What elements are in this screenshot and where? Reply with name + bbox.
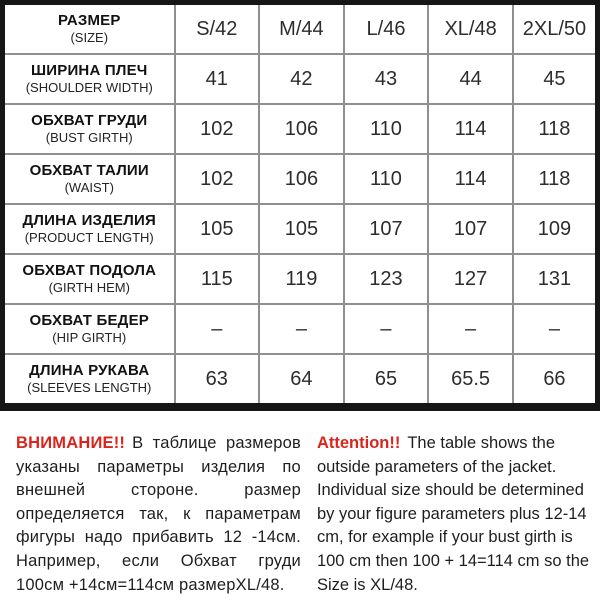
value-cell: 106 bbox=[259, 104, 344, 154]
value-cell: 42 bbox=[259, 54, 344, 104]
row-label-ru: ОБХВАТ ПОДОЛА bbox=[22, 262, 157, 280]
row-label bbox=[3, 154, 175, 204]
value-cell: 127 bbox=[428, 254, 513, 304]
value-cell: – bbox=[259, 304, 344, 354]
size-column-header: S/42 bbox=[175, 3, 260, 55]
value-cell: 119 bbox=[259, 254, 344, 304]
footnotes bbox=[0, 411, 600, 597]
value-cell: 65.5 bbox=[428, 354, 513, 407]
table-row-girth-hem bbox=[3, 254, 598, 304]
value-cell: 66 bbox=[513, 354, 598, 407]
row-label-en: (WAIST) bbox=[64, 180, 114, 196]
value-cell: 102 bbox=[175, 104, 260, 154]
value-cell: 65 bbox=[344, 354, 429, 407]
note-russian bbox=[16, 432, 301, 597]
table-header-row bbox=[3, 3, 598, 55]
value-cell: 102 bbox=[175, 154, 260, 204]
value-cell: 41 bbox=[175, 54, 260, 104]
value-cell: 107 bbox=[428, 204, 513, 254]
value-cell: 109 bbox=[513, 204, 598, 254]
row-label bbox=[3, 204, 175, 254]
table-row-shoulder-width bbox=[3, 54, 598, 104]
size-header-ru: РАЗМЕР bbox=[57, 12, 121, 30]
value-cell: – bbox=[175, 304, 260, 354]
row-label bbox=[3, 54, 175, 104]
row-label bbox=[3, 304, 175, 354]
size-header-en: (SIZE) bbox=[70, 30, 109, 46]
table-row-sleeves-length bbox=[3, 354, 598, 407]
value-cell: – bbox=[344, 304, 429, 354]
value-cell: 118 bbox=[513, 154, 598, 204]
note-english-text: The table shows the outside parameters of the jacket. Individual size should be determined by your figure parameters plus 12-14 cm, for example if your bust girth is 100 cm then 100 + 14=114 cm so the Size is XL/48. bbox=[316, 434, 590, 594]
table-row-bust-girth bbox=[3, 104, 598, 154]
size-column-header: M/44 bbox=[259, 3, 344, 55]
row-label-ru: ДЛИНА РУКАВА bbox=[29, 362, 150, 380]
value-cell: 64 bbox=[259, 354, 344, 407]
row-label-en: (SHOULDER WIDTH) bbox=[25, 80, 153, 96]
note-russian-text: В таблице размеров указаны параметры изделия по внешней стороне. размер определяется так, к параметрам фигуры надо прибавить 12 -14см. Например, если Обхват груди 100см +14см=114см размерXL/48. bbox=[16, 434, 301, 594]
value-cell: 44 bbox=[428, 54, 513, 104]
value-cell: 114 bbox=[428, 104, 513, 154]
table-row-waist bbox=[3, 154, 598, 204]
value-cell: 131 bbox=[513, 254, 598, 304]
value-cell: 106 bbox=[259, 154, 344, 204]
value-cell: 45 bbox=[513, 54, 598, 104]
table-row-product-length bbox=[3, 204, 598, 254]
value-cell: 110 bbox=[344, 104, 429, 154]
value-cell: 123 bbox=[344, 254, 429, 304]
size-column-header: L/46 bbox=[344, 3, 429, 55]
value-cell: 118 bbox=[513, 104, 598, 154]
row-label bbox=[3, 354, 175, 407]
row-label-en: (GIRTH HEM) bbox=[48, 280, 130, 296]
value-cell: 107 bbox=[344, 204, 429, 254]
attention-label-ru: ВНИМАНИЕ!! bbox=[16, 434, 126, 452]
row-label-ru: ДЛИНА ИЗДЕЛИЯ bbox=[22, 212, 156, 230]
value-cell: 115 bbox=[175, 254, 260, 304]
row-label-en: (SLEEVES LENGTH) bbox=[27, 380, 152, 396]
value-cell: 114 bbox=[428, 154, 513, 204]
note-english bbox=[317, 432, 592, 597]
value-cell: 63 bbox=[175, 354, 260, 407]
table-row-hip-girth bbox=[3, 304, 598, 354]
size-header-label bbox=[3, 3, 175, 55]
size-column-header: XL/48 bbox=[428, 3, 513, 55]
value-cell: – bbox=[428, 304, 513, 354]
row-label bbox=[3, 254, 175, 304]
row-label-ru: ШИРИНА ПЛЕЧ bbox=[30, 62, 148, 80]
value-cell: 43 bbox=[344, 54, 429, 104]
row-label-ru: ОБХВАТ ТАЛИИ bbox=[29, 162, 149, 180]
attention-label-en: Attention!! bbox=[316, 434, 401, 452]
value-cell: 105 bbox=[175, 204, 260, 254]
row-label-en: (HIP GIRTH) bbox=[52, 330, 127, 346]
value-cell: – bbox=[513, 304, 598, 354]
row-label-en: (BUST GIRTH) bbox=[45, 130, 133, 146]
value-cell: 110 bbox=[344, 154, 429, 204]
size-column-header: 2XL/50 bbox=[513, 3, 598, 55]
row-label-ru: ОБХВАТ ГРУДИ bbox=[31, 112, 148, 130]
row-label-en: (PRODUCT LENGTH) bbox=[24, 230, 154, 246]
row-label-ru: ОБХВАТ БЕДЕР bbox=[29, 312, 149, 330]
value-cell: 105 bbox=[259, 204, 344, 254]
row-label bbox=[3, 104, 175, 154]
